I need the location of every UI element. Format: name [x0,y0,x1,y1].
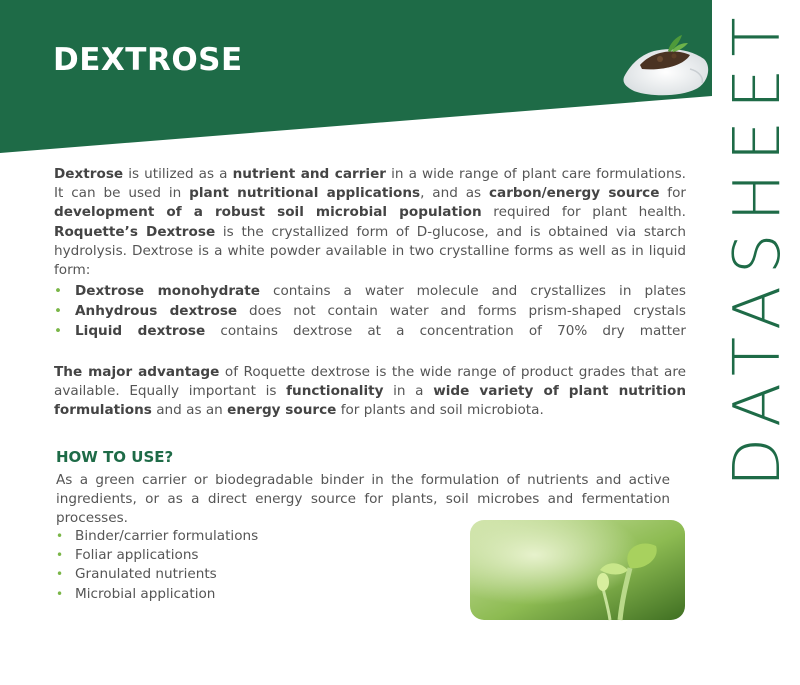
intro-paragraph [54,165,686,280]
form-item [54,282,686,302]
body-text: in a [383,383,434,400]
plant-sprout-image [470,520,685,620]
emphasis-text: carbon/energy source [489,185,660,202]
dextrose-forms-list [54,282,686,341]
form-name: Anhydrous dextrose [75,302,238,319]
body-text: for plants and soil microbiota. [336,402,544,419]
form-description: contains a water molecule and crystallizes in plates [259,283,686,299]
emphasis-text: nutrient and carrier [232,166,387,182]
uses-list [56,527,356,604]
body-text: required for plant health. [481,204,686,221]
emphasis-text: Dextrose [54,166,124,182]
use-item: • Foliar applications [56,546,356,565]
advantage-paragraph [54,363,686,421]
form-item [54,302,686,322]
hand-soil-image [620,25,712,97]
body-text: and as an [151,402,228,419]
emphasis-text: Roquette’s Dextrose [54,223,216,240]
form-name: Liquid dextrose [75,322,206,339]
form-item [54,322,686,342]
side-title [721,0,795,600]
emphasis-text: development of a robust soil microbial population [54,204,482,221]
use-item: • Binder/carrier formulations [56,527,356,546]
page-title: DEXTROSE [53,42,243,78]
body-text: in a wide range of plant care formulations. It can be used in [54,166,686,202]
side-title-text: DATASHEET [721,5,795,487]
form-description: does not contain water and forms prism-shaped crystals [237,302,686,319]
emphasis-text: wide variety of plant nutrition formulations [54,383,687,419]
use-item: • Granulated nutrients [56,565,356,584]
body-text: is utilized as a [123,166,233,182]
body-text: , and as [420,185,489,202]
emphasis-text: functionality [286,383,384,400]
body-text: of Roquette dextrose is the wide range of product grades that are available. Equally important is [54,364,686,400]
emphasis-text: plant nutritional applications [189,185,421,202]
emphasis-text: The major advantage [54,364,220,380]
use-item: • Microbial application [56,585,356,604]
how-to-use-heading: HOW TO USE? [56,448,174,466]
body-text: for [659,185,686,202]
emphasis-text: energy source [227,402,337,419]
form-name: Dextrose monohydrate [75,283,260,299]
form-description: contains dextrose at a concentration of 70% dry matter [205,322,686,339]
body-text: is the crystallized form of D-glucose, and is obtained via starch hydrolysis. Dextrose is a white powder available in two crystalline forms as well as in liquid form: [54,223,686,279]
how-to-use-text: As a green carrier or biodegradable binder in the formulation of nutrients and active ingredients, or as a direct energy source for plants, soil microbes and fermentation processes. [56,472,670,527]
